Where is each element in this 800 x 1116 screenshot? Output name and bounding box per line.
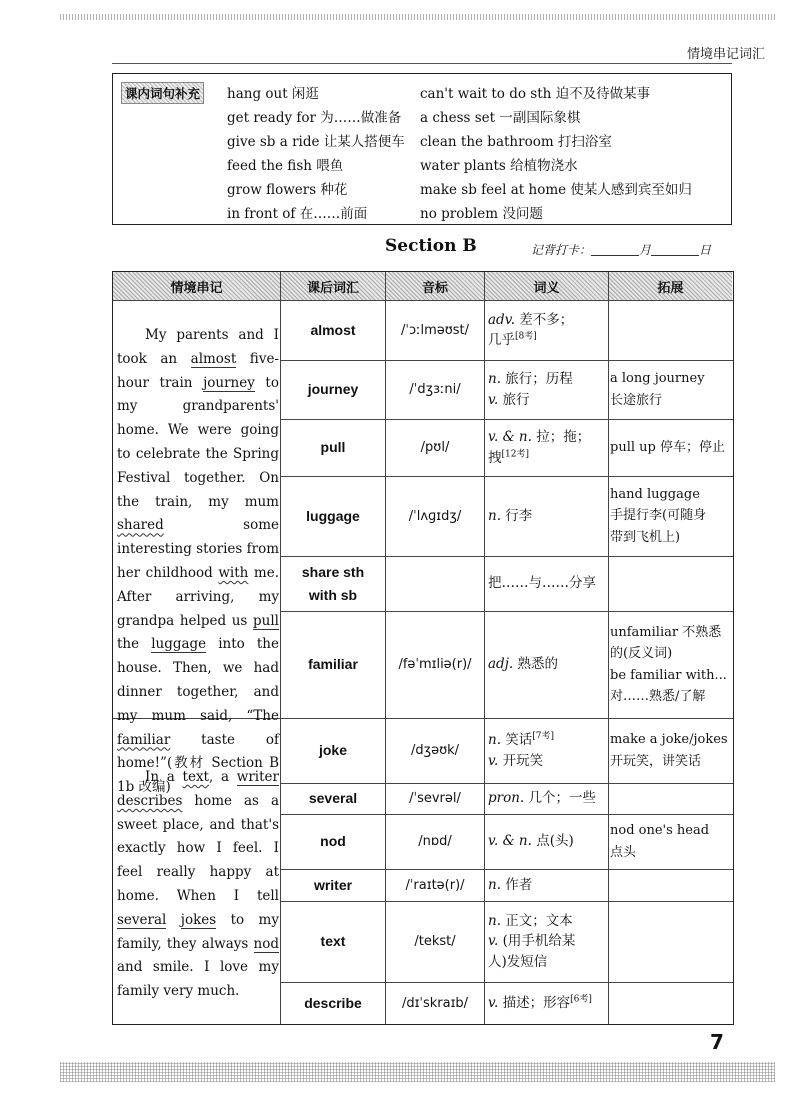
word-almost: almost	[310, 321, 356, 338]
meaning: pron. 几个；一些	[488, 790, 597, 807]
ipa: /dʒəʊk/	[410, 743, 460, 758]
day-blank[interactable]	[651, 243, 699, 256]
meaning: adj. 熟悉的	[488, 656, 558, 673]
phrase: hang out 闲逛	[227, 86, 319, 102]
phrase: make sb feel at home 使某人感到宾至如归	[420, 182, 692, 198]
ipa: /ˈraɪtə(r)/	[405, 877, 465, 893]
bottom-scan-strip	[60, 1062, 775, 1082]
exam-count: [6考]	[570, 994, 592, 1005]
ipa: /fəˈmɪliə(r)/	[398, 657, 472, 672]
word-describe: describe	[304, 994, 362, 1011]
vocab-table	[112, 271, 734, 1025]
top-scan-strip	[60, 14, 775, 20]
extension: a long journey 长途旅行	[610, 371, 705, 408]
target-word: almost	[190, 350, 237, 367]
ipa: /tekst/	[414, 934, 456, 949]
month-blank[interactable]	[591, 243, 639, 256]
ipa: /nɒd/	[418, 834, 452, 849]
phrase: water plants 给植物浇水	[420, 158, 578, 174]
target-word: describes	[117, 792, 183, 809]
ipa: /ˈlʌɡɪdʒ/	[408, 508, 462, 524]
meaning: adv. 差不多； 几乎[8考]	[488, 311, 574, 348]
target-word: with	[218, 564, 249, 581]
target-word: shared	[117, 517, 164, 534]
page-number: 7	[710, 1030, 724, 1054]
word-pull: pull	[320, 439, 346, 456]
phrase: no problem 没问题	[420, 206, 543, 222]
meaning: v. & n. 拉；拖； 拽[12考]	[488, 429, 591, 466]
header-ipa: 音标	[386, 272, 484, 300]
exam-count: [7考]	[532, 731, 555, 742]
story-paragraph-1: My parents and I took an almost five-hour train journey to my grandparents' home. We were going to celebrate the Spring Festival together. On the train, my mum shared some interesting stories from her childhood with me. After arriving, my grandpa helped us pull the luggage into the house. Then, we had dinner together, and my mum said, “The familiar taste of home!”(教材 Section B 1b 改编)	[117, 327, 280, 796]
ipa: /ˈɔːlməʊst/	[400, 322, 470, 338]
section-title: Section B	[385, 236, 477, 256]
word-share-sth-with-sb: share sth with sb	[301, 564, 365, 603]
phrase: grow flowers 种花	[227, 182, 348, 198]
ipa: /pʊl/	[420, 440, 450, 455]
ipa: /ˈsevrəl/	[409, 791, 461, 806]
phrase: clean the bathroom 打扫浴室	[420, 134, 612, 150]
target-word: familiar	[117, 731, 171, 748]
meaning: n. 正文；文本 v. (用手机给某 人)发短信	[488, 913, 576, 970]
supplement-label: 课内词句补充	[121, 82, 204, 104]
header-meaning: 词义	[485, 272, 608, 300]
header-word: 课后词汇	[281, 272, 385, 300]
word-several: several	[308, 790, 358, 807]
phrase: get ready for 为……做准备	[227, 110, 402, 126]
target-word: writer	[236, 769, 279, 785]
word-journey: journey	[307, 381, 359, 398]
header-story: 情境串记	[113, 272, 280, 300]
word-text: text	[320, 933, 346, 950]
word-joke: joke	[318, 742, 347, 759]
target-word: journey	[203, 374, 255, 391]
ipa: /dɪˈskraɪb/	[401, 995, 469, 1011]
supplement-box	[112, 73, 732, 225]
meaning: v. & n. 点(头)	[488, 833, 574, 850]
exam-count: [12考]	[501, 449, 529, 459]
word-writer: writer	[313, 876, 353, 893]
punch-card	[531, 241, 711, 258]
day-label: 日	[699, 243, 712, 257]
extension: make a joke/jokes 开玩笑，讲笑话	[610, 732, 728, 769]
target-word: luggage	[151, 636, 207, 653]
word-familiar: familiar	[308, 656, 358, 673]
phrase: a chess set 一副国际象棋	[420, 110, 581, 126]
exam-count: [8考]	[515, 331, 537, 342]
extension: pull up 停车；停止	[610, 439, 725, 455]
extension: hand luggage 手提行李(可随身 带到飞机上)	[610, 486, 707, 545]
phrase: in front of 在……前面	[227, 206, 368, 222]
meaning: n. 行李	[488, 507, 533, 524]
meaning: n. 作者	[488, 876, 533, 893]
target-word: text	[182, 769, 209, 785]
header-rule	[112, 63, 732, 64]
word-luggage: luggage	[306, 507, 360, 524]
punch-label: 记背打卡：	[531, 243, 592, 257]
header-extension: 拓展	[609, 272, 732, 300]
ipa: /ˈdʒɜːni/	[409, 382, 461, 397]
extension: unfamiliar 不熟悉 的(反义词) be familiar with... 对……熟悉/了解	[610, 624, 727, 704]
meaning: v. 描述；形容[6考]	[488, 994, 592, 1011]
meaning: n. 笑话[7考] v. 开玩笑	[488, 731, 555, 769]
meaning: n. 旅行；历程 v. 旅行	[488, 371, 573, 408]
target-word: jokes	[180, 911, 217, 928]
phrase: feed the fish 喂鱼	[227, 158, 344, 174]
target-word: nod	[253, 935, 279, 952]
target-word: several	[117, 911, 167, 928]
phrase: can't wait to do sth 迫不及待做某事	[420, 86, 651, 102]
running-header: 情境串记词汇	[686, 47, 765, 62]
word-nod: nod	[320, 833, 346, 850]
story-paragraph-2: In a text, a writer describes home as a sweet place, and that's exactly how I feel. I feel really happy at home. When I tell several jokes to my family, they always nod and smile. I love my family very much.	[117, 769, 279, 1000]
phrase: give sb a ride 让某人搭便车	[227, 134, 405, 150]
target-word: pull	[253, 612, 279, 629]
meaning: 把……与……分享	[488, 575, 596, 592]
extension: nod one's head 点头	[610, 823, 710, 860]
month-label: 月	[639, 243, 652, 257]
